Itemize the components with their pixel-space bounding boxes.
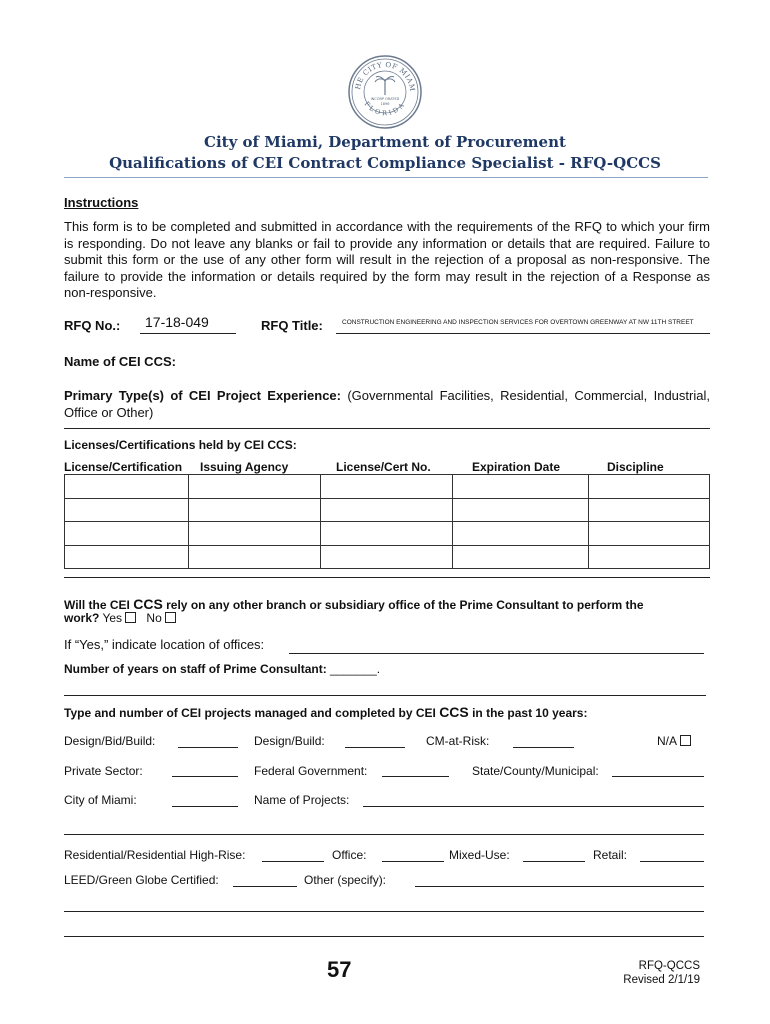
federal-government-field[interactable] xyxy=(382,776,449,777)
table-cell[interactable] xyxy=(65,522,189,546)
office-location-field[interactable] xyxy=(289,653,704,654)
na-option xyxy=(657,734,691,748)
na-checkbox[interactable] xyxy=(680,735,691,746)
table-cell[interactable] xyxy=(320,475,453,499)
col-header-cert-no: License/Cert No. xyxy=(336,460,431,474)
primary-types-label: Primary Type(s) of CEI Project Experience: xyxy=(64,388,341,403)
branch-question-part2: rely on any other branch or subsidiary office of the Prime Consultant to perform the xyxy=(162,598,644,612)
mixed-use-field[interactable] xyxy=(523,861,585,862)
years-on-staff xyxy=(64,662,380,676)
svg-text:THE CITY OF MIAMI: HE CITY OF MIAM xyxy=(354,60,417,93)
table-cell[interactable] xyxy=(589,475,710,499)
design-build-field[interactable] xyxy=(345,747,405,748)
name-of-projects-field[interactable] xyxy=(363,806,704,807)
state-county-municipal-label: State/County/Municipal: xyxy=(472,764,599,778)
branch-question-part1: Will the CEI xyxy=(64,598,134,612)
revised-date: Revised 2/1/19 xyxy=(623,974,700,986)
projects-heading-part1: Type and number of CEI projects managed and completed by CEI xyxy=(64,706,440,720)
table-cell[interactable] xyxy=(188,475,320,499)
other-field[interactable] xyxy=(415,886,704,887)
rfq-no-label: RFQ No.: xyxy=(64,318,121,333)
city-of-miami-field[interactable] xyxy=(172,806,238,807)
residential-label: Residential/Residential High-Rise: xyxy=(64,848,246,862)
branch-question-ccs: CCS xyxy=(133,596,163,612)
office-label: Office: xyxy=(332,848,367,862)
document-subtitle: Qualifications of CEI Contract Compliance Specialist - RFQ-QCCS xyxy=(109,154,661,172)
table-cell[interactable] xyxy=(453,545,589,569)
leed-field[interactable] xyxy=(233,886,297,887)
table-cell[interactable] xyxy=(320,545,453,569)
table-row xyxy=(65,475,710,499)
residential-field[interactable] xyxy=(262,861,324,862)
years-on-staff-field[interactable]: _______. xyxy=(330,662,381,676)
rfq-no-value: 17-18-049 xyxy=(145,314,209,330)
rfq-title-label: RFQ Title: xyxy=(261,318,323,333)
private-sector-field[interactable] xyxy=(172,776,238,777)
title-divider xyxy=(64,177,708,178)
instructions-heading: Instructions xyxy=(64,195,139,210)
section-divider xyxy=(64,695,706,696)
federal-government-label: Federal Government: xyxy=(254,764,368,778)
no-label: No xyxy=(146,611,162,625)
table-cell[interactable] xyxy=(188,545,320,569)
design-bid-build-label: Design/Bid/Build: xyxy=(64,734,156,748)
design-bid-build-field[interactable] xyxy=(178,747,238,748)
svg-text:1896: 1896 xyxy=(380,102,390,106)
table-row xyxy=(65,498,710,522)
if-yes-label: If “Yes,” indicate location of offices: xyxy=(64,637,265,652)
branch-answer-row xyxy=(64,611,176,625)
yes-label: Yes xyxy=(102,611,123,625)
projects-heading xyxy=(64,704,587,720)
table-cell[interactable] xyxy=(65,475,189,499)
name-label: Name of CEI CCS: xyxy=(64,354,176,369)
mixed-use-label: Mixed-Use: xyxy=(449,848,510,862)
office-field[interactable] xyxy=(382,861,444,862)
table-cell[interactable] xyxy=(453,498,589,522)
name-of-projects-field-line2[interactable] xyxy=(64,834,704,835)
table-cell[interactable] xyxy=(188,498,320,522)
primary-types-field[interactable] xyxy=(64,428,710,429)
table-cell[interactable] xyxy=(320,498,453,522)
city-seal-logo xyxy=(347,54,423,130)
other-field-line3[interactable] xyxy=(64,936,704,937)
design-build-label: Design/Build: xyxy=(254,734,325,748)
projects-heading-part2: in the past 10 years: xyxy=(468,706,588,720)
rfq-title-field[interactable] xyxy=(336,333,710,334)
licenses-table xyxy=(64,474,710,569)
table-cell[interactable] xyxy=(320,522,453,546)
doc-code: RFQ-QCCS xyxy=(638,960,700,972)
na-label: N/A xyxy=(657,734,677,748)
table-row xyxy=(65,545,710,569)
rfq-title-value: CONSTRUCTION ENGINEERING AND INSPECTION SERVICES FOR OVERTOWN GREENWAY AT NW 11TH STREET xyxy=(342,319,694,326)
instructions-body: This form is to be completed and submitted in accordance with the requirements of the RFQ to which your firm is responding. Do not leave any blanks or fail to provide any information or details that are required. Failure to submit this form or the use of any other form will result in the rejection of a proposal as non-responsive. The failure to provide the information or details required by the form may result in the rejection of a Response as non-responsive. xyxy=(64,219,710,301)
private-sector-label: Private Sector: xyxy=(64,764,143,778)
table-row xyxy=(65,522,710,546)
col-header-agency: Issuing Agency xyxy=(200,460,289,474)
svg-text:FLORIDA: FLORIDA xyxy=(362,99,408,118)
cm-at-risk-label: CM-at-Risk: xyxy=(426,734,490,748)
no-checkbox[interactable] xyxy=(165,612,176,623)
branch-question xyxy=(64,596,710,612)
other-label: Other (specify): xyxy=(304,873,387,887)
table-cell[interactable] xyxy=(65,498,189,522)
retail-field[interactable] xyxy=(640,861,704,862)
projects-heading-ccs: CCS xyxy=(439,704,469,720)
table-cell[interactable] xyxy=(453,475,589,499)
document-title: City of Miami, Department of Procurement xyxy=(204,133,566,151)
table-cell[interactable] xyxy=(65,545,189,569)
cm-at-risk-field[interactable] xyxy=(513,747,574,748)
table-cell[interactable] xyxy=(589,545,710,569)
col-header-expiration: Expiration Date xyxy=(472,460,561,474)
licenses-heading: Licenses/Certifications held by CEI CCS: xyxy=(64,438,297,452)
section-divider xyxy=(64,577,710,578)
city-of-miami-label: City of Miami: xyxy=(64,793,137,807)
leed-label: LEED/Green Globe Certified: xyxy=(64,873,219,887)
name-field[interactable] xyxy=(200,368,710,369)
other-field-line2[interactable] xyxy=(64,911,704,912)
col-header-license: License/Certification xyxy=(64,460,183,474)
svg-text:INCORP ORATED: INCORP ORATED xyxy=(370,97,400,101)
yes-checkbox[interactable] xyxy=(125,612,136,623)
table-cell[interactable] xyxy=(589,498,710,522)
state-county-municipal-field[interactable] xyxy=(612,776,704,777)
retail-label: Retail: xyxy=(593,848,628,862)
primary-types xyxy=(64,388,710,421)
col-header-discipline: Discipline xyxy=(607,460,664,474)
table-cell[interactable] xyxy=(453,522,589,546)
table-cell[interactable] xyxy=(589,522,710,546)
table-cell[interactable] xyxy=(188,522,320,546)
branch-question-line2: work? xyxy=(64,611,100,625)
name-of-projects-label: Name of Projects: xyxy=(254,793,350,807)
page-number: 57 xyxy=(327,957,352,982)
rfq-no-field[interactable] xyxy=(140,333,236,334)
primary-types-text: (Governmental Facilities, Residential, Commercial, Industrial, Office or Other) xyxy=(64,388,710,420)
years-on-staff-label: Number of years on staff of Prime Consultant: xyxy=(64,662,327,676)
